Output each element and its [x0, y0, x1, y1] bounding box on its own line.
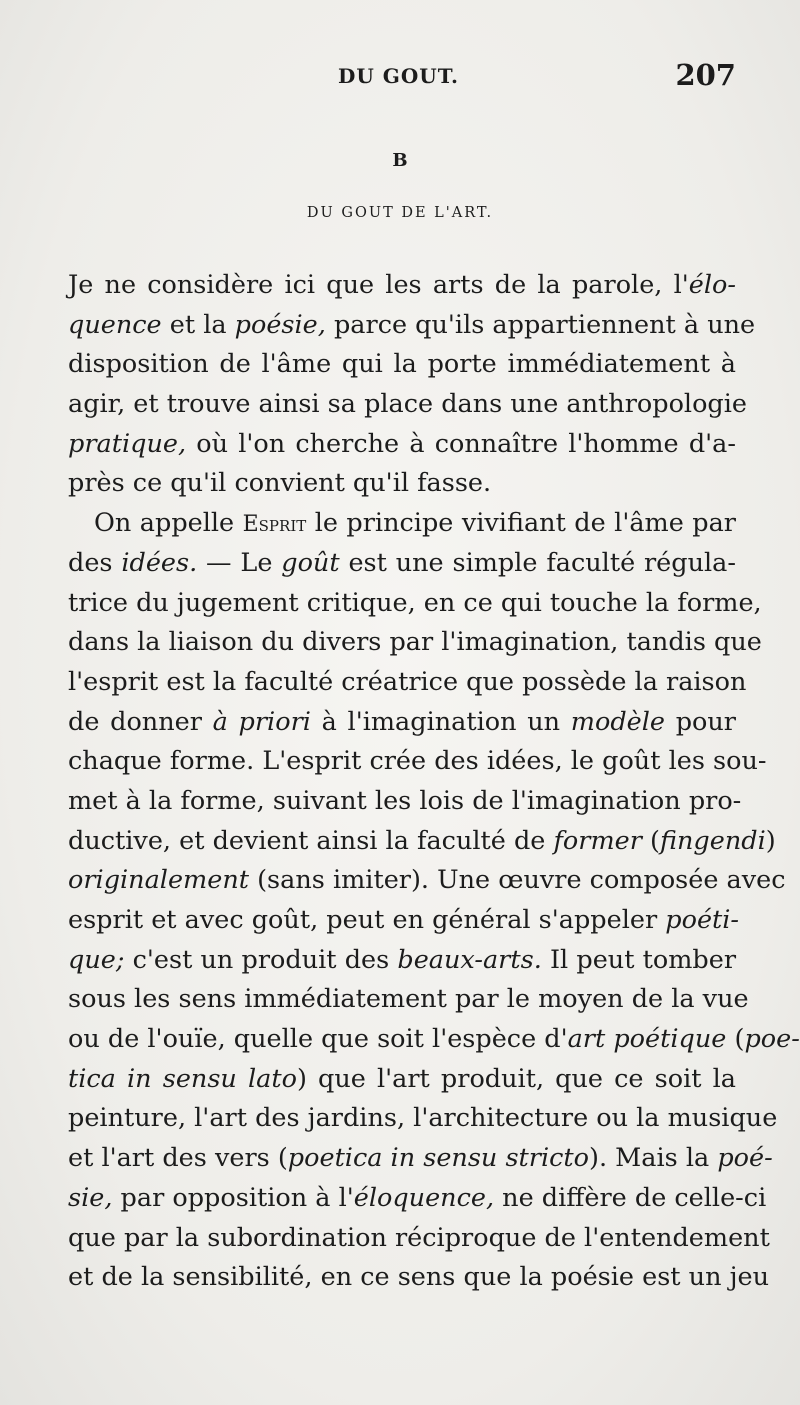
text-segment: et de la sensibilité, en ce sens que la poésie est un jeu	[68, 1262, 770, 1293]
text-segment: pour	[664, 706, 736, 737]
text-segment: trice du jugement critique, en ce qui touche la forme,	[68, 587, 762, 618]
italic-segment: modèle	[570, 706, 665, 737]
italic-segment: originalement	[68, 865, 249, 896]
text-segment: et l'art des vers (	[68, 1143, 288, 1174]
section-title: DU GOUT DE L'ART.	[306, 205, 494, 221]
page-number: 207	[675, 58, 736, 92]
text-segment: peinture, l'art des jardins, l'architecture ou la musique	[68, 1103, 778, 1134]
text-line	[68, 742, 767, 782]
text-segment: )	[765, 825, 776, 856]
text-segment: On appelle	[94, 508, 243, 539]
text-segment: près ce qu'il convient qu'il fasse.	[68, 468, 492, 499]
italic-segment: sie,	[68, 1182, 113, 1213]
italic-segment: quence	[68, 309, 162, 340]
text-segment: ne diffère de celle-ci	[494, 1182, 767, 1213]
text-segment: ) que l'art produit, que ce soit la	[296, 1063, 736, 1094]
text-segment: l'esprit est la faculté créatrice que possède la raison	[68, 666, 747, 697]
italic-segment: que;	[68, 944, 125, 975]
text-line	[68, 1258, 770, 1298]
text-segment: (sans imiter). Une œuvre composée avec	[249, 865, 786, 896]
italic-segment: poéti-	[665, 905, 740, 935]
small-caps-segment: Esprit	[242, 512, 307, 538]
text-segment: où l'on cherche à connaître l'homme d'a-	[186, 428, 736, 459]
text-segment: de donner	[68, 706, 213, 737]
text-segment: est une simple faculté régula-	[339, 547, 736, 578]
italic-segment: art poétique	[567, 1024, 727, 1055]
text-line	[68, 385, 747, 425]
text-line	[68, 464, 736, 504]
text-segment: c'est un produit des	[124, 944, 398, 975]
italic-segment: idées.	[121, 547, 198, 578]
text-segment: que par la subordination réciproque de l'entendement	[68, 1222, 770, 1253]
italic-segment: élo-	[688, 270, 736, 300]
italic-segment: beaux-arts.	[397, 944, 542, 975]
text-line	[68, 345, 736, 385]
text-line	[68, 1179, 767, 1219]
text-segment: et la	[161, 309, 235, 340]
text-line	[68, 425, 736, 465]
text-line	[68, 663, 747, 703]
text-line	[68, 1099, 778, 1139]
italic-segment: poésie,	[234, 309, 326, 340]
text-line	[68, 822, 776, 862]
italic-segment: pratique,	[68, 428, 187, 459]
italic-segment: goût	[281, 547, 340, 578]
text-line	[68, 1219, 770, 1259]
text-line	[68, 980, 749, 1020]
text-segment: parce qu'ils appartiennent à une	[325, 309, 756, 340]
italic-segment: former	[553, 825, 642, 856]
text-segment: chaque forme. L'esprit crée des idées, le goût les sou-	[68, 746, 767, 777]
text-segment: Il peut tomber	[541, 944, 737, 975]
italic-segment: à priori	[212, 706, 311, 737]
text-line	[68, 1139, 773, 1179]
running-title: DU GOUT.	[338, 64, 459, 88]
text-segment: disposition de l'âme qui la porte immédiatement à	[68, 349, 736, 380]
text-segment: agir, et trouve ainsi sa place dans une anthropologie	[68, 389, 747, 420]
body-text	[68, 266, 800, 1298]
text-line	[68, 941, 736, 981]
text-line	[68, 623, 762, 663]
italic-segment: poe-	[744, 1024, 800, 1055]
text-line	[68, 584, 762, 624]
text-segment: ou de l'ouïe, quelle que soit l'espèce d'	[68, 1024, 568, 1055]
text-line	[68, 703, 736, 743]
text-line	[68, 1020, 800, 1060]
text-segment: esprit et avec goût, peut en général s'appeler	[68, 905, 666, 935]
italic-segment: poetica in sensu stricto	[287, 1143, 590, 1174]
section-letter: B	[392, 150, 408, 171]
italic-segment: éloquence,	[353, 1182, 495, 1213]
text-line	[68, 1060, 736, 1100]
text-line	[68, 266, 736, 306]
italic-segment: fingendi	[660, 825, 766, 856]
text-line	[68, 544, 736, 584]
italic-segment: tica in sensu lato	[68, 1063, 297, 1094]
text-segment: par opposition à l'	[112, 1182, 354, 1213]
text-segment: à l'imagination un	[310, 706, 571, 737]
text-segment: met à la forme, suivant les lois de l'imagination pro-	[68, 785, 742, 816]
running-head	[0, 58, 800, 98]
text-segment: (	[726, 1024, 745, 1055]
text-line	[68, 504, 736, 544]
text-segment: des	[68, 547, 122, 578]
text-line	[68, 861, 786, 901]
text-line	[68, 782, 742, 822]
text-segment: — Le	[197, 547, 282, 578]
text-segment: (	[641, 825, 660, 856]
text-segment: ). Mais la	[589, 1143, 718, 1174]
text-segment: dans la liaison du divers par l'imagination, tandis que	[68, 627, 762, 658]
text-segment: Je ne considère ici que les arts de la parole, l'	[68, 270, 689, 300]
text-line	[68, 901, 740, 941]
text-line	[68, 306, 756, 346]
italic-segment: poé-	[717, 1143, 773, 1174]
text-segment: ductive, et devient ainsi la faculté de	[68, 825, 554, 856]
text-segment: le principe vivifiant de l'âme par	[306, 508, 736, 539]
text-segment: sous les sens immédiatement par le moyen de la vue	[68, 984, 749, 1015]
